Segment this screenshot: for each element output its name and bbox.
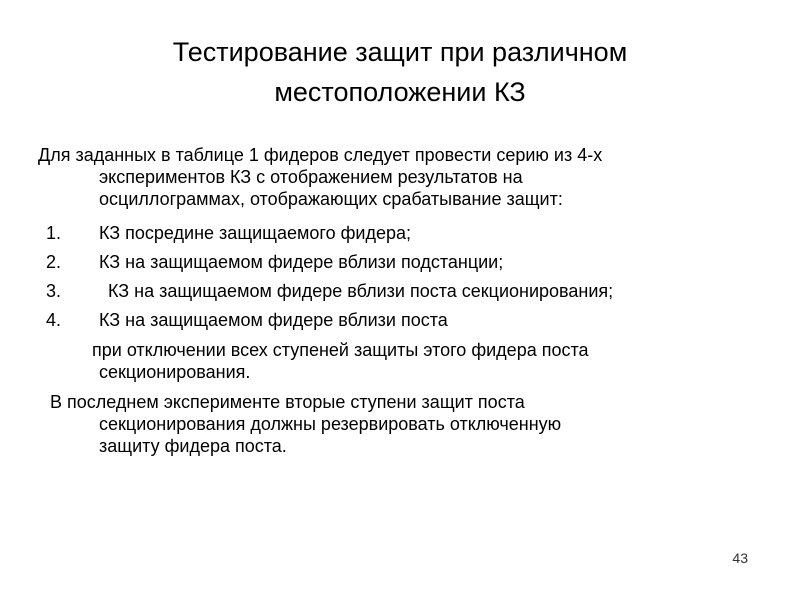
sub-line-1: при отключении всех ступеней защиты этого фидера поста (92, 340, 589, 360)
list-item-text: КЗ посредине защищаемого фидера; (99, 223, 411, 243)
list-item-number: 4. (46, 310, 62, 330)
slide-body (0, 144, 800, 457)
intro-paragraph (38, 144, 800, 210)
list-item-text: КЗ на защищаемом фидере вблизи поста секционирования; (108, 281, 614, 301)
list-item-3 (0, 277, 800, 306)
page-number: 43 (732, 550, 748, 566)
slide-title-line-1: Тестирование защит при различном (172, 37, 628, 67)
list-item-1 (0, 219, 800, 248)
list-item-4 (0, 306, 800, 335)
intro-line-1: Для заданных в таблице 1 фидеров следует провести серию из 4-х (38, 145, 603, 165)
intro-line-2: экспериментов КЗ с отображением результатов на (99, 167, 523, 187)
list-item-2 (0, 248, 800, 277)
list-item-number: 2. (46, 252, 62, 272)
list-item-text: КЗ на защищаемом фидере вблизи поста (99, 310, 448, 330)
list-item-number: 1. (46, 223, 62, 243)
slide-title-line-2: местоположении КЗ (274, 77, 526, 107)
last-paragraph (50, 391, 800, 457)
last-line-2: секционирования должны резервировать отключенную (99, 414, 562, 434)
list-item-text: КЗ на защищаемом фидере вблизи подстанции; (99, 252, 504, 272)
sub-line-2: секционирования. (99, 362, 251, 382)
slide-title (60, 32, 740, 112)
last-line-3: защиту фидера поста. (99, 436, 287, 456)
intro-line-3: осциллограммах, отображающих срабатывание защит: (99, 189, 563, 209)
last-line-1: В последнем эксперименте вторые ступени защит поста (50, 392, 525, 412)
sub-paragraph (92, 339, 800, 383)
list-item-number: 3. (46, 281, 62, 301)
